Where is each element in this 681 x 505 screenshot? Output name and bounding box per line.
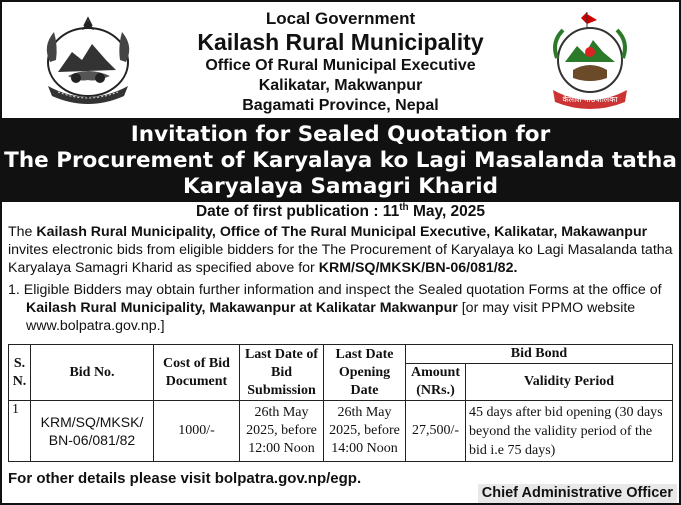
header-amount: Amount (NRs.) <box>406 364 466 401</box>
header-sn: S. N. <box>9 345 31 401</box>
header-text <box>122 8 559 116</box>
province-label: Bagamati Province, Nepal <box>242 97 439 114</box>
header-submission: Last Date of Bid Submission <box>240 345 324 401</box>
signature-block: Chief Administrative Officer <box>478 484 677 503</box>
municipality-logo-icon <box>545 12 635 112</box>
title-line-2: The Procurement of Karyalaya ko Lagi Masalanda tatha <box>4 148 677 173</box>
cell-opening: 26th May 2025, before 14:00 Noon <box>324 401 406 462</box>
office-location: Kalikatar, Makwanpur <box>258 77 423 94</box>
table-header-row <box>9 345 673 364</box>
cell-bid-no: KRM/SQ/MKSK/ BN-06/081/82 <box>31 401 154 462</box>
header-opening: Last Date Opening Date <box>324 345 406 401</box>
title-line-1: Invitation for Sealed Quotation for <box>130 122 551 147</box>
footer-note: For other details please visit bolpatra.gov.np/egp. <box>8 470 362 487</box>
publication-date: Date of first publication : 11th May, 2025 <box>195 202 486 220</box>
header-bid-no: Bid No. <box>31 345 154 401</box>
cell-submission: 26th May 2025, before 12:00 Noon <box>240 401 324 462</box>
bid-table <box>8 344 673 462</box>
cell-cost: 1000/- <box>154 401 240 462</box>
cell-amount: 27,500/- <box>406 401 466 462</box>
logo-caption: कैलाश गाउँपालिका <box>562 95 618 104</box>
header-bid-bond: Bid Bond <box>406 345 673 364</box>
title-line-3: Karyalaya Samagri Kharid <box>182 174 499 199</box>
municipality-name: Kailash Rural Municipality <box>197 29 484 55</box>
header <box>2 2 679 118</box>
table-row <box>9 401 673 462</box>
header-cost: Cost of Bid Document <box>154 345 240 401</box>
cell-validity: 45 days after bid opening (30 days beyond the validity period of the bid i.e 75 days) <box>466 401 673 462</box>
title-band <box>2 118 679 202</box>
intro-paragraph: The Kailash Rural Municipality, Office of The Rural Municipal Executive, Kalikatar, Makawanpur invites electronic bids from eligible bidders for the The Procurement of Karyalaya ko Lagi Masalanda tatha Karyalaya Samagri Kharid as specified above for KRM/SQ/MKSK/BN-06/081/82. <box>8 224 673 276</box>
instruction-item-1: 1. Eligible Bidders may obtain further information and inspect the Sealed quotation Forms at the office of Kailash Rural Municipality, Makawanpur at Kalikatar Makwanpur [or may visit PPMO website www.bolpatra.gov.np.] <box>8 282 662 334</box>
header-validity: Validity Period <box>466 364 673 401</box>
office-name: Office Of Rural Municipal Executive <box>205 57 476 74</box>
local-government-label: Local Government <box>265 9 416 28</box>
cell-sn: 1 <box>9 401 31 462</box>
